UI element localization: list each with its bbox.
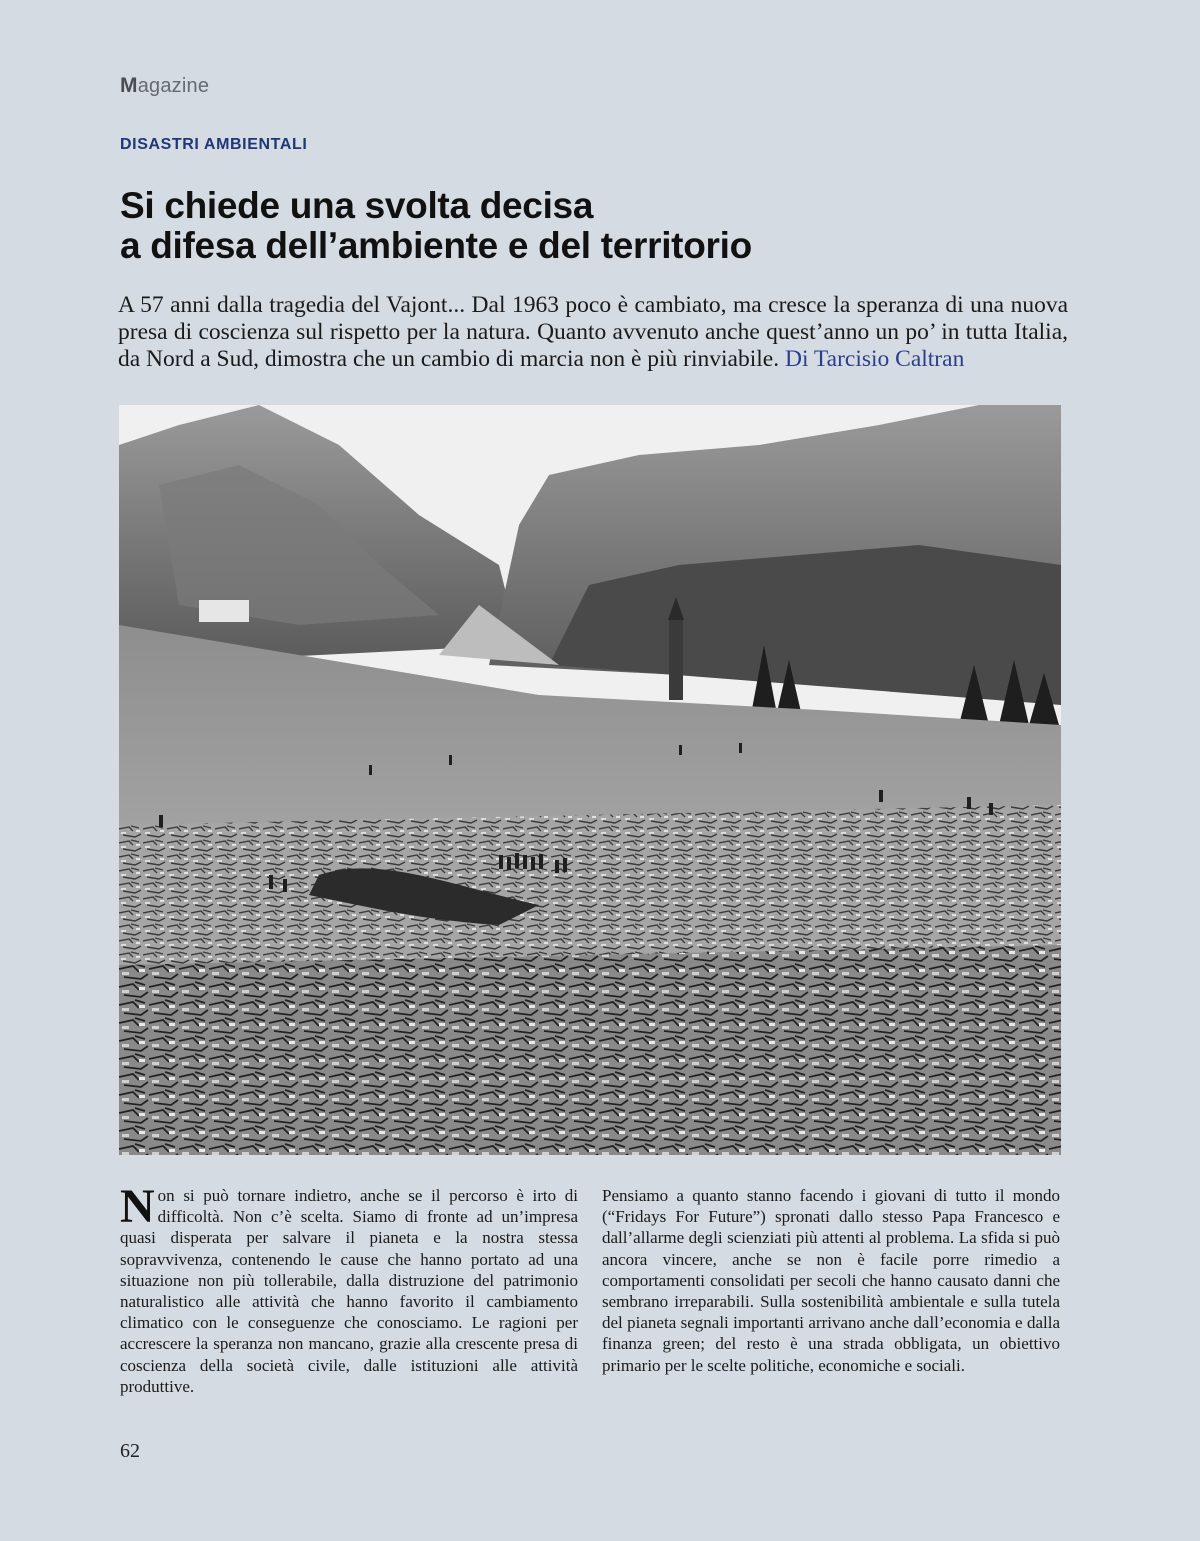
section-rest: agazine — [137, 75, 210, 97]
section-initial: M — [120, 74, 138, 97]
article-photo — [119, 405, 1061, 1155]
vajont-disaster-photo — [119, 405, 1061, 1155]
body-column-left — [120, 1180, 578, 1397]
drop-cap: N — [120, 1180, 155, 1233]
page-number: 62 — [120, 1440, 140, 1462]
headline-line-1: Si chiede una svolta decisa — [120, 185, 594, 226]
category-tag: DISASTRI AMBIENTALI — [120, 136, 308, 153]
author-byline: Di Tarcisio Caltran — [784, 346, 965, 372]
article-headline — [120, 186, 1120, 266]
article-intro — [118, 292, 1068, 373]
body-left-text: on si può tornare indietro, anche se il percorso è irto di difficoltà. Non c’è scelta. Siamo di fronte ad un’impresa quasi disperata per salvare il pianeta e la nostra stessa sopravvivenza, contenendo le cause che hanno portato ad una situazione non più tollerabile, dalla distruzione del patrimonio naturalistico alle attività che hanno favorito il cambiamento climatico con le conseguenze che conosciamo. Le ragioni per accrescere la speranza non mancano, grazie alla crescente presa di coscienza della società civile, dalle istituzioni alle attività produttive. — [120, 1186, 578, 1396]
body-column-right: Pensiamo a quanto stanno facendo i giovani di tutto il mondo (“Fridays For Future”) spronati dallo stesso Papa Francesco e dall’allarme degli scienziati più attenti al problema. La sfida si può ancora vincere, anche se non è facile porre rimedio a comportamenti consolidati per secoli che hanno causato danni che sembrano irreparabili. Sulla sostenibilità ambientale e sulla tutela del pianeta segnali importanti arrivano anche dall’economia e dalla finanza green; del resto è una strada obbligata, un obiettivo primario per le scelte politiche, economiche e sociali. — [602, 1186, 1060, 1375]
photo-church-tower — [669, 620, 683, 700]
intro-text: A 57 anni dalla tragedia del Vajont... Dal 1963 poco è cambiato, ma cresce la speranza di una nuova presa di coscienza sul rispetto per la natura. Quanto avvenuto anche quest’anno un po’ in tutta Italia, da Nord a Sud, dimostra che un cambio di marcia non è più rinviabile. — [118, 292, 1068, 372]
magazine-section-label — [120, 74, 209, 98]
headline-line-2: a difesa dell’ambiente e del territorio — [120, 225, 752, 266]
